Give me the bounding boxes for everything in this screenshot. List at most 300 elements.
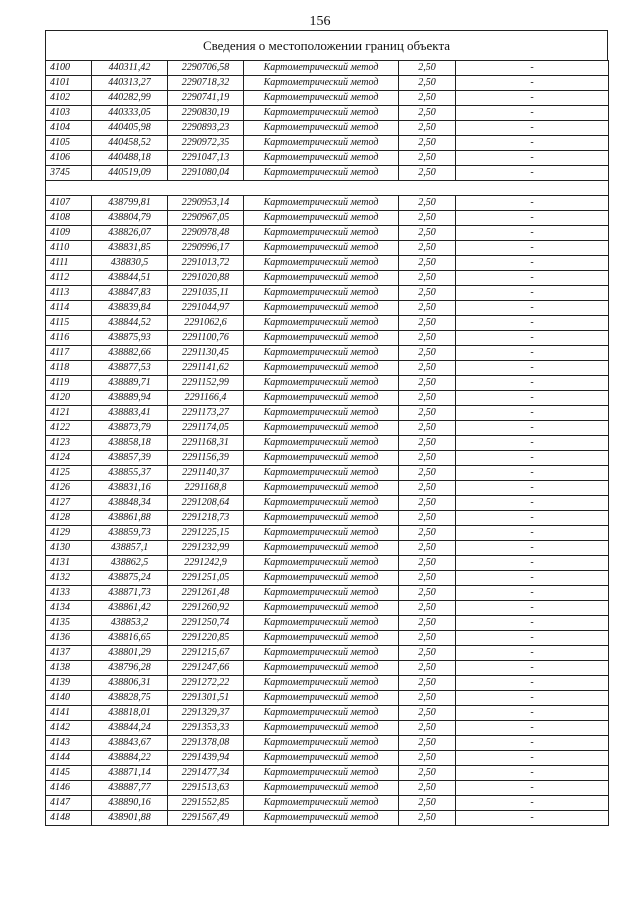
description-cell: -	[456, 106, 609, 121]
table-row	[46, 285, 609, 300]
table-row	[46, 420, 609, 435]
point-number-cell: 4104	[46, 121, 92, 136]
y-coordinate-cell: 2291301,51	[168, 690, 244, 705]
description-cell: -	[456, 600, 609, 615]
point-number-cell: 4127	[46, 495, 92, 510]
table-row	[46, 195, 609, 210]
separator-cell	[46, 181, 609, 196]
table-row	[46, 540, 609, 555]
table-row	[46, 255, 609, 270]
method-cell: Картометрический метод	[244, 210, 399, 225]
y-coordinate-cell: 2291174,05	[168, 420, 244, 435]
accuracy-cell: 2,50	[399, 735, 456, 750]
table-row	[46, 525, 609, 540]
table-row	[46, 315, 609, 330]
description-cell: -	[456, 420, 609, 435]
x-coordinate-cell: 438882,66	[92, 345, 168, 360]
description-cell: -	[456, 720, 609, 735]
point-number-cell: 4100	[46, 61, 92, 76]
method-cell: Картометрический метод	[244, 780, 399, 795]
y-coordinate-cell: 2290830,19	[168, 106, 244, 121]
x-coordinate-cell: 438804,79	[92, 210, 168, 225]
method-cell: Картометрический метод	[244, 510, 399, 525]
y-coordinate-cell: 2291152,99	[168, 375, 244, 390]
x-coordinate-cell: 438887,77	[92, 780, 168, 795]
description-cell: -	[456, 300, 609, 315]
description-cell: -	[456, 555, 609, 570]
method-cell: Картометрический метод	[244, 570, 399, 585]
method-cell: Картометрический метод	[244, 420, 399, 435]
y-coordinate-cell: 2290996,17	[168, 240, 244, 255]
point-number-cell: 4119	[46, 375, 92, 390]
accuracy-cell: 2,50	[399, 675, 456, 690]
accuracy-cell: 2,50	[399, 345, 456, 360]
x-coordinate-cell: 438859,73	[92, 525, 168, 540]
description-cell: -	[456, 195, 609, 210]
x-coordinate-cell: 440311,42	[92, 61, 168, 76]
description-cell: -	[456, 405, 609, 420]
table-row	[46, 270, 609, 285]
method-cell: Картометрический метод	[244, 240, 399, 255]
accuracy-cell: 2,50	[399, 315, 456, 330]
table-row	[46, 151, 609, 166]
x-coordinate-cell: 438875,24	[92, 570, 168, 585]
description-cell: -	[456, 360, 609, 375]
y-coordinate-cell: 2290706,58	[168, 61, 244, 76]
method-cell: Картометрический метод	[244, 285, 399, 300]
point-number-cell: 4134	[46, 600, 92, 615]
y-coordinate-cell: 2291208,64	[168, 495, 244, 510]
method-cell: Картометрический метод	[244, 705, 399, 720]
y-coordinate-cell: 2291141,62	[168, 360, 244, 375]
description-cell: -	[456, 61, 609, 76]
x-coordinate-cell: 440405,98	[92, 121, 168, 136]
accuracy-cell: 2,50	[399, 270, 456, 285]
y-coordinate-cell: 2290967,05	[168, 210, 244, 225]
table-row	[46, 450, 609, 465]
x-coordinate-cell: 438806,31	[92, 675, 168, 690]
point-number-cell: 4136	[46, 630, 92, 645]
accuracy-cell: 2,50	[399, 630, 456, 645]
x-coordinate-cell: 438816,65	[92, 630, 168, 645]
method-cell: Картометрический метод	[244, 345, 399, 360]
method-cell: Картометрический метод	[244, 360, 399, 375]
method-cell: Картометрический метод	[244, 465, 399, 480]
accuracy-cell: 2,50	[399, 375, 456, 390]
y-coordinate-cell: 2291272,22	[168, 675, 244, 690]
y-coordinate-cell: 2291477,34	[168, 765, 244, 780]
accuracy-cell: 2,50	[399, 765, 456, 780]
description-cell: -	[456, 585, 609, 600]
description-cell: -	[456, 210, 609, 225]
method-cell: Картометрический метод	[244, 660, 399, 675]
table-row	[46, 225, 609, 240]
method-cell: Картометрический метод	[244, 690, 399, 705]
description-cell: -	[456, 795, 609, 810]
point-number-cell: 4102	[46, 91, 92, 106]
method-cell: Картометрический метод	[244, 106, 399, 121]
accuracy-cell: 2,50	[399, 240, 456, 255]
accuracy-cell: 2,50	[399, 570, 456, 585]
description-cell: -	[456, 240, 609, 255]
table-row	[46, 735, 609, 750]
accuracy-cell: 2,50	[399, 225, 456, 240]
point-number-cell: 4124	[46, 450, 92, 465]
x-coordinate-cell: 440282,99	[92, 91, 168, 106]
y-coordinate-cell: 2291242,9	[168, 555, 244, 570]
point-number-cell: 4148	[46, 810, 92, 825]
table-row	[46, 780, 609, 795]
accuracy-cell: 2,50	[399, 555, 456, 570]
description-cell: -	[456, 780, 609, 795]
x-coordinate-cell: 438839,84	[92, 300, 168, 315]
x-coordinate-cell: 438844,52	[92, 315, 168, 330]
description-cell: -	[456, 450, 609, 465]
table-row	[46, 555, 609, 570]
y-coordinate-cell: 2291250,74	[168, 615, 244, 630]
accuracy-cell: 2,50	[399, 780, 456, 795]
coordinates-table-body	[46, 61, 609, 826]
y-coordinate-cell: 2291513,63	[168, 780, 244, 795]
y-coordinate-cell: 2290741,19	[168, 91, 244, 106]
point-number-cell: 4129	[46, 525, 92, 540]
point-number-cell: 4118	[46, 360, 92, 375]
y-coordinate-cell: 2291251,05	[168, 570, 244, 585]
table-row	[46, 330, 609, 345]
y-coordinate-cell: 2291353,33	[168, 720, 244, 735]
y-coordinate-cell: 2290953,14	[168, 195, 244, 210]
y-coordinate-cell: 2291439,94	[168, 750, 244, 765]
description-cell: -	[456, 345, 609, 360]
description-cell: -	[456, 285, 609, 300]
y-coordinate-cell: 2291173,27	[168, 405, 244, 420]
point-number-cell: 4133	[46, 585, 92, 600]
point-number-cell: 4121	[46, 405, 92, 420]
description-cell: -	[456, 645, 609, 660]
y-coordinate-cell: 2291225,15	[168, 525, 244, 540]
point-number-cell: 4107	[46, 195, 92, 210]
y-coordinate-cell: 2290978,48	[168, 225, 244, 240]
x-coordinate-cell: 438831,16	[92, 480, 168, 495]
method-cell: Картометрический метод	[244, 225, 399, 240]
description-cell: -	[456, 315, 609, 330]
point-number-cell: 4109	[46, 225, 92, 240]
point-number-cell: 4103	[46, 106, 92, 121]
x-coordinate-cell: 440519,09	[92, 166, 168, 181]
table-row	[46, 240, 609, 255]
point-number-cell: 4142	[46, 720, 92, 735]
accuracy-cell: 2,50	[399, 480, 456, 495]
accuracy-cell: 2,50	[399, 465, 456, 480]
accuracy-cell: 2,50	[399, 705, 456, 720]
y-coordinate-cell: 2291552,85	[168, 795, 244, 810]
accuracy-cell: 2,50	[399, 585, 456, 600]
point-number-cell: 4140	[46, 690, 92, 705]
table-row	[46, 166, 609, 181]
description-cell: -	[456, 540, 609, 555]
method-cell: Картометрический метод	[244, 270, 399, 285]
method-cell: Картометрический метод	[244, 136, 399, 151]
accuracy-cell: 2,50	[399, 405, 456, 420]
x-coordinate-cell: 440333,05	[92, 106, 168, 121]
method-cell: Картометрический метод	[244, 810, 399, 825]
y-coordinate-cell: 2290972,35	[168, 136, 244, 151]
x-coordinate-cell: 438799,81	[92, 195, 168, 210]
accuracy-cell: 2,50	[399, 166, 456, 181]
method-cell: Картометрический метод	[244, 330, 399, 345]
table-row	[46, 121, 609, 136]
x-coordinate-cell: 438818,01	[92, 705, 168, 720]
table-row	[46, 405, 609, 420]
table-row	[46, 615, 609, 630]
method-cell: Картометрический метод	[244, 555, 399, 570]
x-coordinate-cell: 438862,5	[92, 555, 168, 570]
accuracy-cell: 2,50	[399, 195, 456, 210]
y-coordinate-cell: 2291013,72	[168, 255, 244, 270]
method-cell: Картометрический метод	[244, 795, 399, 810]
method-cell: Картометрический метод	[244, 375, 399, 390]
accuracy-cell: 2,50	[399, 151, 456, 166]
table-row	[46, 645, 609, 660]
accuracy-cell: 2,50	[399, 390, 456, 405]
point-number-cell: 4144	[46, 750, 92, 765]
method-cell: Картометрический метод	[244, 765, 399, 780]
method-cell: Картометрический метод	[244, 61, 399, 76]
accuracy-cell: 2,50	[399, 540, 456, 555]
x-coordinate-cell: 438831,85	[92, 240, 168, 255]
description-cell: -	[456, 810, 609, 825]
x-coordinate-cell: 438853,2	[92, 615, 168, 630]
description-cell: -	[456, 465, 609, 480]
method-cell: Картометрический метод	[244, 630, 399, 645]
y-coordinate-cell: 2291044,97	[168, 300, 244, 315]
point-number-cell: 4132	[46, 570, 92, 585]
table-row	[46, 510, 609, 525]
y-coordinate-cell: 2291329,37	[168, 705, 244, 720]
point-number-cell: 4131	[46, 555, 92, 570]
y-coordinate-cell: 2291218,73	[168, 510, 244, 525]
description-cell: -	[456, 675, 609, 690]
table-row	[46, 360, 609, 375]
point-number-cell: 4146	[46, 780, 92, 795]
table-row	[46, 136, 609, 151]
table-row	[46, 795, 609, 810]
y-coordinate-cell: 2291260,92	[168, 600, 244, 615]
method-cell: Картометрический метод	[244, 76, 399, 91]
accuracy-cell: 2,50	[399, 615, 456, 630]
y-coordinate-cell: 2291020,88	[168, 270, 244, 285]
y-coordinate-cell: 2291378,08	[168, 735, 244, 750]
point-number-cell: 4135	[46, 615, 92, 630]
description-cell: -	[456, 495, 609, 510]
accuracy-cell: 2,50	[399, 106, 456, 121]
point-number-cell: 4105	[46, 136, 92, 151]
description-cell: -	[456, 525, 609, 540]
method-cell: Картометрический метод	[244, 645, 399, 660]
point-number-cell: 4101	[46, 76, 92, 91]
point-number-cell: 4145	[46, 765, 92, 780]
x-coordinate-cell: 438848,34	[92, 495, 168, 510]
point-number-cell: 4147	[46, 795, 92, 810]
method-cell: Картометрический метод	[244, 405, 399, 420]
y-coordinate-cell: 2291567,49	[168, 810, 244, 825]
x-coordinate-cell: 438844,24	[92, 720, 168, 735]
table-row	[46, 630, 609, 645]
method-cell: Картометрический метод	[244, 675, 399, 690]
x-coordinate-cell: 438871,14	[92, 765, 168, 780]
table-row	[46, 91, 609, 106]
table-row	[46, 300, 609, 315]
x-coordinate-cell: 438871,73	[92, 585, 168, 600]
accuracy-cell: 2,50	[399, 255, 456, 270]
accuracy-cell: 2,50	[399, 136, 456, 151]
table-row	[46, 76, 609, 91]
y-coordinate-cell: 2291247,66	[168, 660, 244, 675]
method-cell: Картометрический метод	[244, 121, 399, 136]
method-cell: Картометрический метод	[244, 540, 399, 555]
description-cell: -	[456, 690, 609, 705]
point-number-cell: 4112	[46, 270, 92, 285]
x-coordinate-cell: 438890,16	[92, 795, 168, 810]
accuracy-cell: 2,50	[399, 645, 456, 660]
table-row	[46, 750, 609, 765]
point-number-cell: 4111	[46, 255, 92, 270]
description-cell: -	[456, 435, 609, 450]
accuracy-cell: 2,50	[399, 525, 456, 540]
accuracy-cell: 2,50	[399, 510, 456, 525]
method-cell: Картометрический метод	[244, 450, 399, 465]
table-row	[46, 495, 609, 510]
accuracy-cell: 2,50	[399, 495, 456, 510]
description-cell: -	[456, 630, 609, 645]
x-coordinate-cell: 438855,37	[92, 465, 168, 480]
table-row	[46, 106, 609, 121]
accuracy-cell: 2,50	[399, 210, 456, 225]
point-number-cell: 4130	[46, 540, 92, 555]
x-coordinate-cell: 438857,1	[92, 540, 168, 555]
method-cell: Картометрический метод	[244, 495, 399, 510]
x-coordinate-cell: 438889,71	[92, 375, 168, 390]
description-cell: -	[456, 166, 609, 181]
x-coordinate-cell: 438828,75	[92, 690, 168, 705]
x-coordinate-cell: 438826,07	[92, 225, 168, 240]
x-coordinate-cell: 438889,94	[92, 390, 168, 405]
x-coordinate-cell: 438883,41	[92, 405, 168, 420]
table-row	[46, 585, 609, 600]
accuracy-cell: 2,50	[399, 91, 456, 106]
description-cell: -	[456, 705, 609, 720]
accuracy-cell: 2,50	[399, 795, 456, 810]
accuracy-cell: 2,50	[399, 750, 456, 765]
accuracy-cell: 2,50	[399, 690, 456, 705]
point-number-cell: 4125	[46, 465, 92, 480]
table-row	[46, 480, 609, 495]
x-coordinate-cell: 438796,28	[92, 660, 168, 675]
point-number-cell: 4108	[46, 210, 92, 225]
description-cell: -	[456, 510, 609, 525]
boundary-sheet	[45, 30, 608, 826]
x-coordinate-cell: 438801,29	[92, 645, 168, 660]
x-coordinate-cell: 440313,27	[92, 76, 168, 91]
accuracy-cell: 2,50	[399, 285, 456, 300]
x-coordinate-cell: 438857,39	[92, 450, 168, 465]
method-cell: Картометрический метод	[244, 720, 399, 735]
description-cell: -	[456, 615, 609, 630]
description-cell: -	[456, 390, 609, 405]
point-number-cell: 4137	[46, 645, 92, 660]
table-row	[46, 810, 609, 825]
description-cell: -	[456, 151, 609, 166]
method-cell: Картометрический метод	[244, 195, 399, 210]
y-coordinate-cell: 2291261,48	[168, 585, 244, 600]
description-cell: -	[456, 765, 609, 780]
description-cell: -	[456, 330, 609, 345]
description-cell: -	[456, 136, 609, 151]
method-cell: Картометрический метод	[244, 151, 399, 166]
table-row	[46, 765, 609, 780]
point-number-cell: 4143	[46, 735, 92, 750]
x-coordinate-cell: 438847,83	[92, 285, 168, 300]
method-cell: Картометрический метод	[244, 390, 399, 405]
table-row	[46, 390, 609, 405]
point-number-cell: 4115	[46, 315, 92, 330]
table-row	[46, 345, 609, 360]
y-coordinate-cell: 2290718,32	[168, 76, 244, 91]
x-coordinate-cell: 438858,18	[92, 435, 168, 450]
accuracy-cell: 2,50	[399, 61, 456, 76]
table-row	[46, 690, 609, 705]
y-coordinate-cell: 2291156,39	[168, 450, 244, 465]
point-number-cell: 4106	[46, 151, 92, 166]
table-row	[46, 705, 609, 720]
method-cell: Картометрический метод	[244, 300, 399, 315]
y-coordinate-cell: 2291035,11	[168, 285, 244, 300]
x-coordinate-cell: 438877,53	[92, 360, 168, 375]
point-number-cell: 4139	[46, 675, 92, 690]
page-number: 156	[309, 14, 331, 29]
y-coordinate-cell: 2291168,8	[168, 480, 244, 495]
point-number-cell: 4138	[46, 660, 92, 675]
point-number-cell: 4123	[46, 435, 92, 450]
table-row	[46, 570, 609, 585]
table-row	[46, 600, 609, 615]
accuracy-cell: 2,50	[399, 121, 456, 136]
y-coordinate-cell: 2290893,23	[168, 121, 244, 136]
method-cell: Картометрический метод	[244, 615, 399, 630]
description-cell: -	[456, 375, 609, 390]
x-coordinate-cell: 438873,79	[92, 420, 168, 435]
method-cell: Картометрический метод	[244, 525, 399, 540]
accuracy-cell: 2,50	[399, 435, 456, 450]
table-row	[46, 210, 609, 225]
y-coordinate-cell: 2291100,76	[168, 330, 244, 345]
accuracy-cell: 2,50	[399, 600, 456, 615]
method-cell: Картометрический метод	[244, 750, 399, 765]
y-coordinate-cell: 2291047,13	[168, 151, 244, 166]
description-cell: -	[456, 570, 609, 585]
method-cell: Картометрический метод	[244, 480, 399, 495]
point-number-cell: 4113	[46, 285, 92, 300]
table-row	[46, 435, 609, 450]
group-separator-row	[46, 181, 609, 196]
description-cell: -	[456, 91, 609, 106]
point-number-cell: 4116	[46, 330, 92, 345]
table-row	[46, 720, 609, 735]
accuracy-cell: 2,50	[399, 360, 456, 375]
table-row	[46, 675, 609, 690]
description-cell: -	[456, 225, 609, 240]
point-number-cell: 3745	[46, 166, 92, 181]
